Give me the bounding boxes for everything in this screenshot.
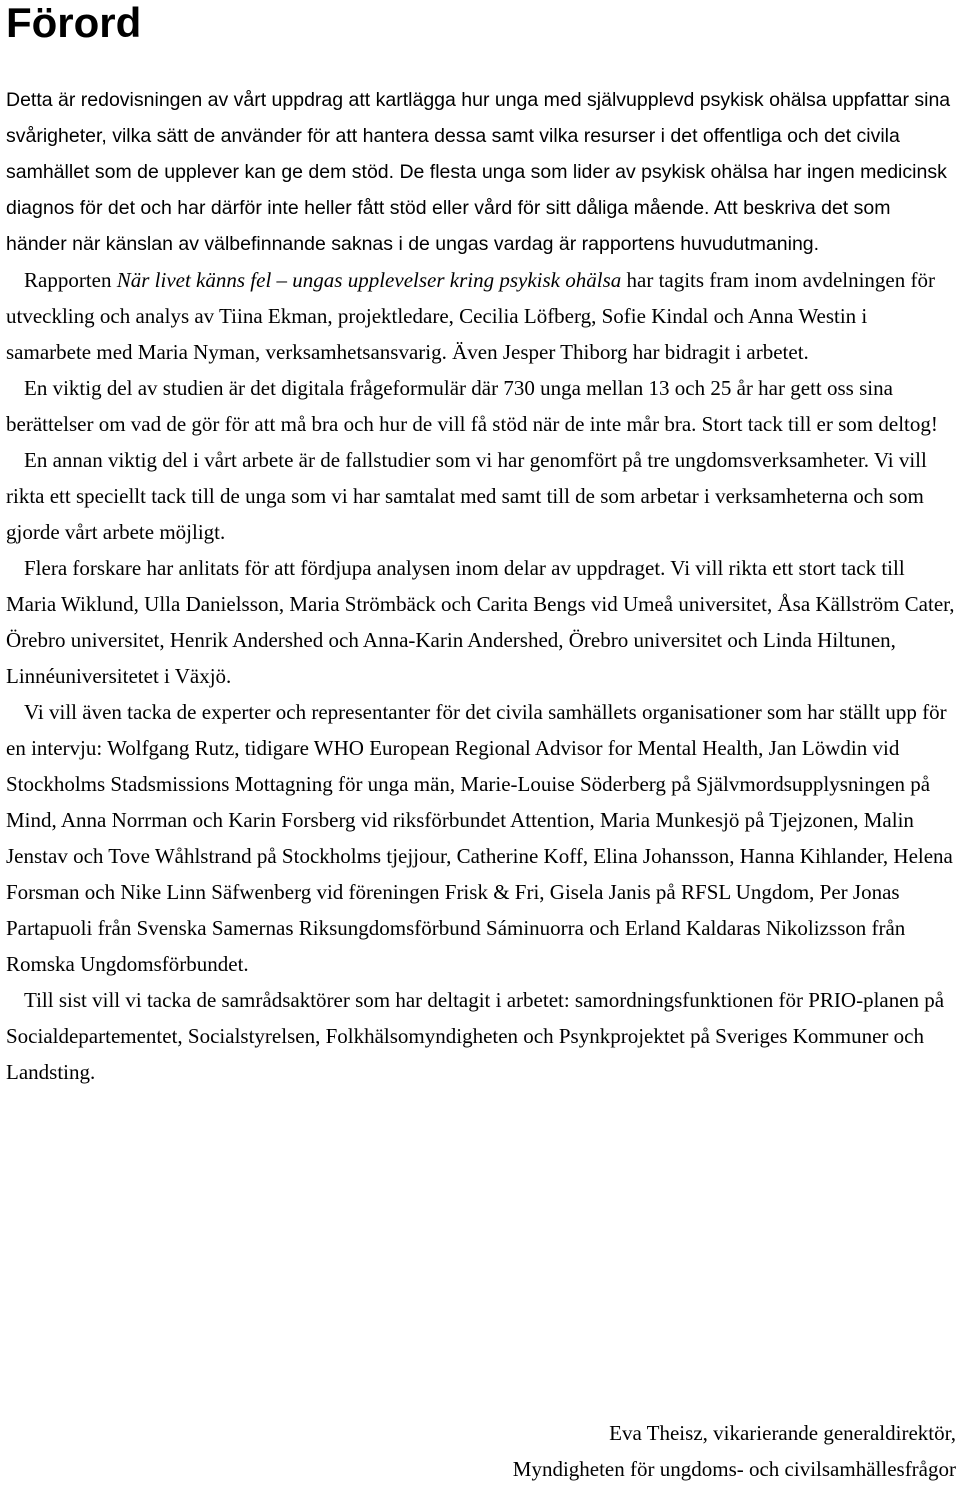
page-title: Förord	[6, 0, 142, 46]
paragraph-experts: Vi vill även tacka de experter och representanter för det civila samhällets organisationer som har ställt upp för en intervju: Wolfgang Rutz, tidigare WHO European Regional Advisor for Mental Health, Jan Löwdin vid Stockholms Stadsmissions Mottagning för unga män, Marie-Louise Söderberg på Självmordsupplysningen på Mind, Anna Norrman och Karin Forsberg vid riksförbundet Attention, Maria Munkesjö på Tjejzonen, Malin Jenstav och Tove Wåhlstrand på Stockholms tjejjour, Catherine Koff, Elina Johansson, Hanna Kihlander, Helena Forsman och Nike Linn Säfwenberg vid föreningen Frisk & Fri, Gisela Janis på RFSL Ungdom, Per Jonas Partapuoli från Svenska Samernas Riksungdomsförbund Sáminuorra och Erland Kaldaras Nikolizsson från Romska Ungdomsförbundet.	[6, 700, 953, 976]
paragraph-report-after: har tagits fram inom avdelningen för utveckling och analys av Tiina Ekman, projektledare, Cecilia Löfberg, Sofie Kindal och Anna Westin i samarbete med Maria Nyman, verksamhetsansvarig. Även Jesper Thiborg har bidragit i arbetet.	[6, 268, 935, 364]
paragraph-survey: En viktig del av studien är det digitala frågeformulär där 730 unga mellan 13 och 25 år har gett oss sina berättelser om vad de gör för att må bra och hur de vill få stöd när de inte mår bra. Stort tack till er som deltog!	[6, 376, 938, 436]
paragraph-researchers: Flera forskare har anlitats för att fördjupa analysen inom delar av uppdraget. Vi vill rikta ett stort tack till Maria Wiklund, Ulla Danielsson, Maria Strömbäck och Carita Bengs vid Umeå universitet, Åsa Källström Cater, Örebro universitet, Henrik Andershed och Anna-Karin Andershed, Örebro universitet och Linda Hiltunen, Linnéuniversitetet i Växjö.	[6, 556, 955, 688]
report-title: När livet känns fel – ungas upplevelser kring psykisk ohälsa	[116, 268, 622, 292]
paragraph-consultation: Till sist vill vi tacka de samrådsaktörer som har deltagit i arbetet: samordningsfunktionen för PRIO-planen på Socialdepartementet, Socialstyrelsen, Folkhälsomyndigheten och Psynkprojektet på Sveriges Kommuner och Landsting.	[6, 988, 945, 1084]
body-text	[6, 82, 956, 1090]
paragraph-case-studies: En annan viktig del i vårt arbete är de fallstudier som vi har genomfört på tre ungdomsverksamheter. Vi vill rikta ett speciellt tack till de unga som vi har samtalat med samt till de som arbetar i verksamheterna och som gjorde vårt arbete möjligt.	[6, 448, 927, 544]
signature	[513, 1415, 956, 1487]
paragraph-report	[6, 262, 956, 370]
signature-organisation: Myndigheten för ungdoms- och civilsamhällesfrågor	[512, 1457, 956, 1481]
paragraph-report-before: Rapporten	[24, 268, 117, 292]
paragraph-intro: Detta är redovisningen av vårt uppdrag att kartlägga hur unga med självupplevd psykisk ohälsa uppfattar sina svårigheter, vilka sätt de använder för att hantera dessa samt vilka resurser i det offentliga och det civila samhället som de upplever kan ge dem stöd. De flesta unga som lider av psykisk ohälsa har ingen medicinsk diagnos för det och har därför inte heller fått stöd eller vård för sitt dåliga mående. Att beskriva det som händer när känslan av välbefinnande saknas i de ungas vardag är rapportens huvudutmaning.	[6, 89, 951, 255]
signature-name: Eva Theisz, vikarierande generaldirektör,	[609, 1421, 956, 1445]
